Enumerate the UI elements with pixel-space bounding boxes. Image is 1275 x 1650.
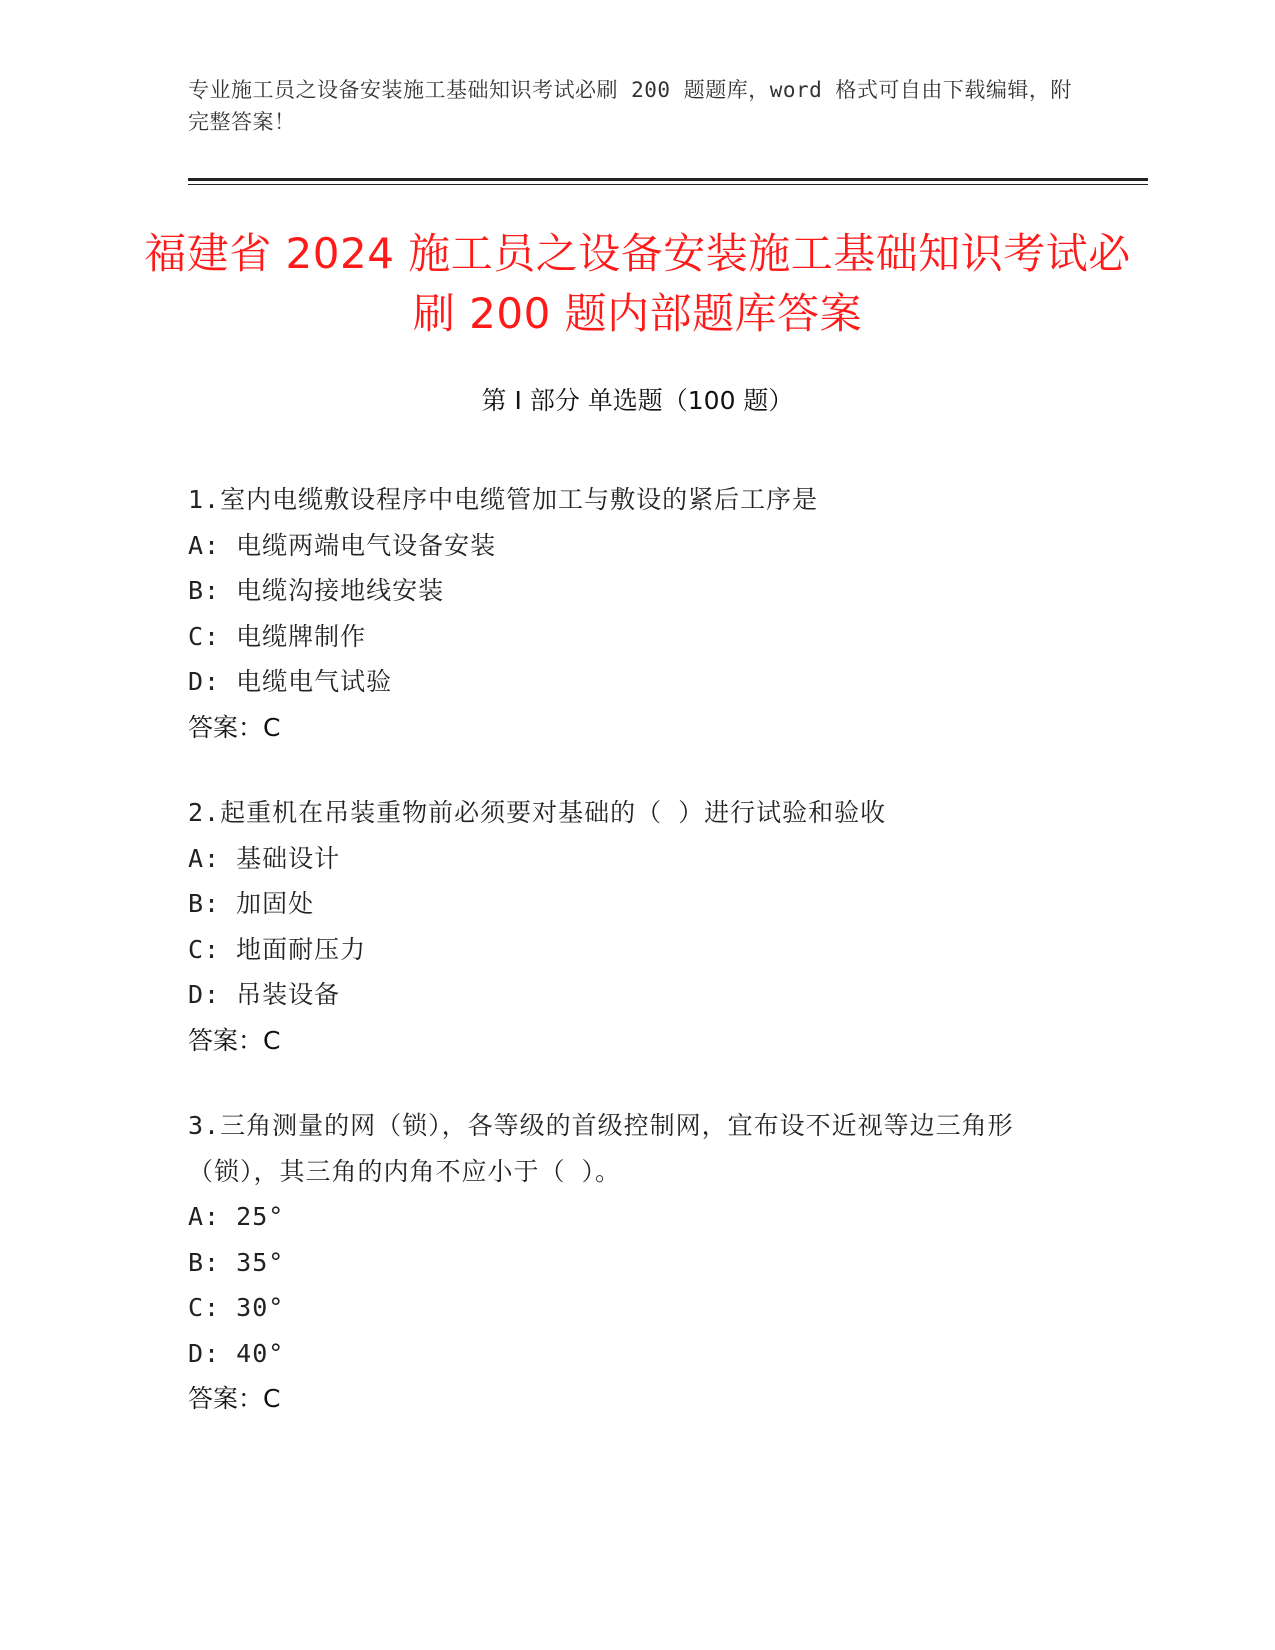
option-a: A: 基础设计 xyxy=(188,843,341,873)
question-3 xyxy=(188,1103,1068,1422)
question-stem: 2.起重机在吊装重物前必须要对基础的（ ）进行试验和验收 xyxy=(188,798,887,827)
option-a: A: 25° xyxy=(188,1202,285,1231)
option-b: B: 35° xyxy=(188,1247,285,1277)
option-c: C: 地面耐压力 xyxy=(188,934,367,964)
option-a: A: 电缆两端电气设备安装 xyxy=(188,530,497,560)
header-divider-thick xyxy=(188,178,1148,181)
question-2 xyxy=(188,790,1068,1063)
answer: 答案：C xyxy=(188,1384,281,1413)
header-divider-thin xyxy=(188,184,1148,185)
question-1 xyxy=(188,477,1068,750)
option-d: D: 电缆电气试验 xyxy=(188,667,393,696)
question-stem: 1.室内电缆敷设程序中电缆管加工与敷设的紧后工序是 xyxy=(188,485,819,514)
document-title: 福建省 2024 施工员之设备安装施工基础知识考试必刷 200 题内部题库答案 xyxy=(144,229,1131,338)
option-b: B: 加固处 xyxy=(188,889,315,918)
header-note: 专业施工员之设备安装施工基础知识考试必刷 200 题题库，word 格式可自由下载编辑，附完整答案！ xyxy=(188,78,1072,134)
answer: 答案：C xyxy=(188,1025,281,1055)
option-c: C: 电缆牌制作 xyxy=(188,621,367,651)
question-list xyxy=(188,477,1068,1462)
option-b: B: 电缆沟接地线安装 xyxy=(188,576,445,605)
option-d: D: 40° xyxy=(188,1338,285,1368)
question-stem: 3.三角测量的网（锁），各等级的首级控制网，宜布设不近视等边三角形（锁），其三角的内角不应小于（ ）。 xyxy=(188,1111,1014,1186)
option-d: D: 吊装设备 xyxy=(188,980,341,1009)
section-title: 第 I 部分 单选题（100 题） xyxy=(481,386,794,415)
answer: 答案：C xyxy=(188,712,281,742)
option-c: C: 30° xyxy=(188,1293,285,1322)
